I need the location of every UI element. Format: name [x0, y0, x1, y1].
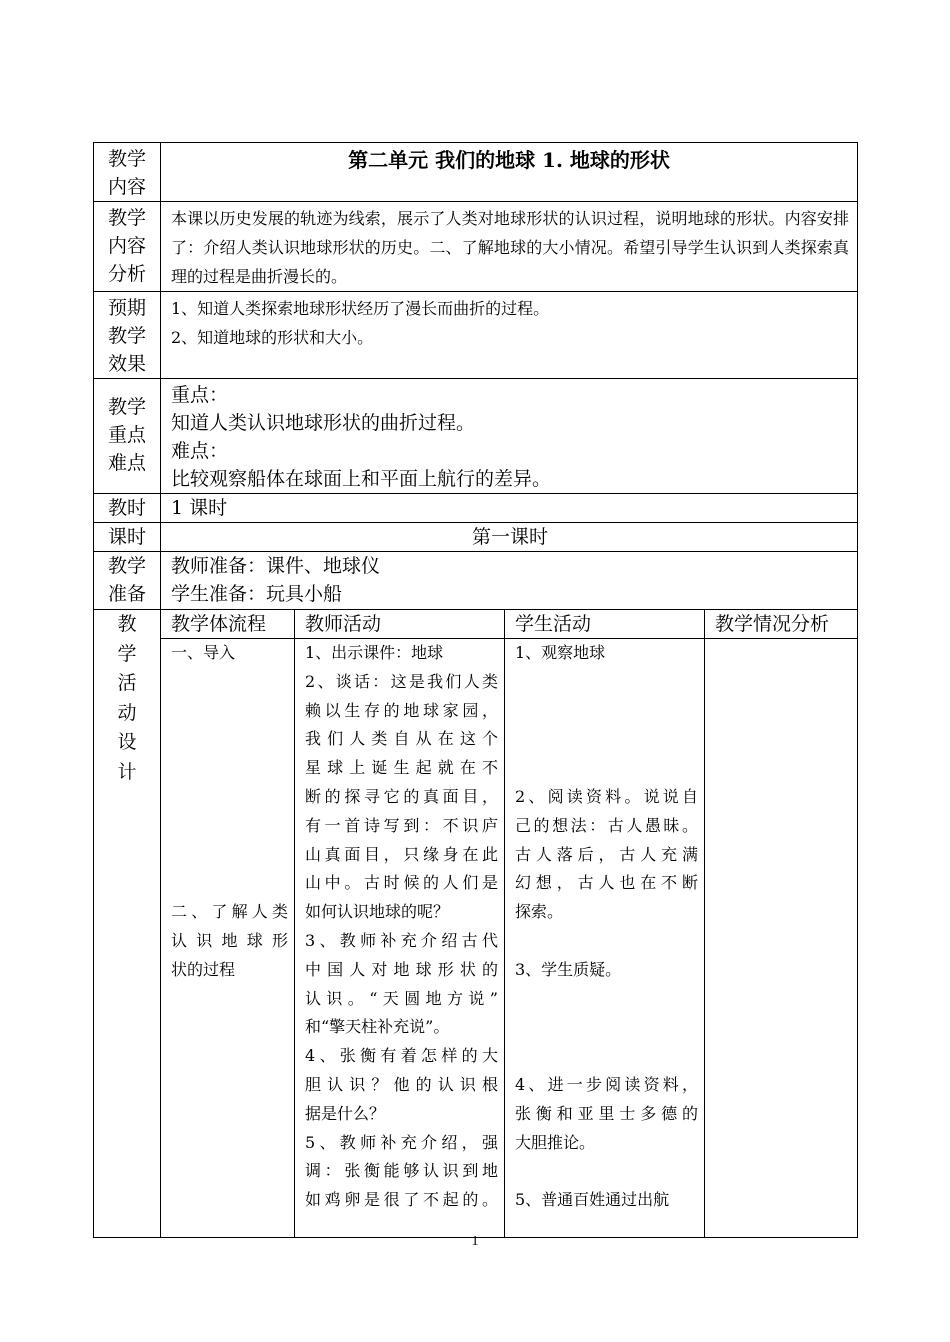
header-flow: 教学体流程 — [161, 610, 295, 639]
teacher-column — [295, 639, 505, 1238]
teacher-line: 赖以生存的地球家园， — [305, 700, 498, 720]
hours-value: 1 课时 — [161, 494, 858, 523]
prep-row — [94, 552, 858, 610]
flow-step-process: 认识地球形 — [171, 930, 288, 950]
key-row — [94, 379, 858, 494]
student-line: 2、阅读资料。说说自 — [515, 786, 698, 806]
teacher-line: 如何认识地球的呢？ — [305, 902, 450, 922]
teacher-line: 如鸡卵是很了不起的。 — [305, 1190, 498, 1210]
difficult-text: 比较观察船体在球面上和平面上航行的差异。 — [171, 468, 552, 490]
student-line: 1、观察地球 — [515, 643, 606, 662]
teacher-line: 据是什么？ — [305, 1103, 386, 1123]
teacher-line: 调：张衡能够认识到地 — [305, 1161, 498, 1181]
teacher-line: 和“擎天柱补充说”。 — [305, 1017, 450, 1037]
student-line: 4、进一步阅读资料， — [515, 1074, 698, 1094]
student-line: 张衡和亚里士多德的 — [515, 1103, 698, 1123]
lesson-plan-table — [93, 142, 858, 1238]
teacher-line: 1、出示课件：地球 — [305, 643, 444, 662]
student-line: 己的想法：古人愚昧。 — [515, 815, 698, 835]
teacher-line: 山中。古时候的人们是 — [305, 873, 498, 893]
design-label: 教 学 活 动 设 计 — [94, 610, 161, 1238]
activity-header-row — [94, 610, 858, 639]
analysis-row — [94, 202, 858, 292]
effect-row — [94, 292, 858, 379]
header-teacher: 教师活动 — [295, 610, 505, 639]
key-points — [161, 379, 858, 494]
lesson-title: 第二单元 我们的地球 1. 地球的形状 — [161, 143, 858, 202]
prep-text — [161, 552, 858, 610]
teacher-line: 认识。“天圆地方说” — [305, 988, 498, 1008]
flow-step-process: 状的过程 — [171, 959, 236, 979]
student-line: 大胆推论。 — [515, 1132, 596, 1152]
teacher-line: 断的探寻它的真面目， — [305, 786, 498, 806]
teacher-line: 2、谈话：这是我们人类 — [305, 671, 498, 691]
header-analysis: 教学情况分析 — [705, 610, 858, 639]
analysis-label: 教学 内容 分析 — [94, 202, 161, 292]
teacher-line: 中国人对地球形状的 — [305, 959, 498, 979]
key-text: 知道人类认识地球形状的曲折过程。 — [171, 412, 476, 434]
student-line: 幻想，古人也在不断 — [515, 873, 698, 893]
effect-label: 预期 教学 效果 — [94, 292, 161, 379]
flow-column — [161, 639, 295, 1238]
teacher-line: 4、张衡有着怎样的大 — [305, 1046, 498, 1066]
flow-step-process: 二、了解人类 — [171, 902, 288, 922]
hours-label: 教时 — [94, 494, 161, 523]
prep-label: 教学 准备 — [94, 552, 161, 610]
student-line: 古人落后，古人充满 — [515, 844, 698, 864]
prep-teacher: 教师准备：课件、地球仪 — [171, 555, 381, 577]
teacher-line: 有一首诗写到：不识庐 — [305, 815, 498, 835]
period-row — [94, 523, 858, 552]
hours-row — [94, 494, 858, 523]
flow-step-intro: 一、导入 — [171, 643, 236, 662]
student-line: 探索。 — [515, 902, 564, 922]
student-line: 3、学生质疑。 — [515, 959, 622, 979]
effect-item: 2、知道地球的形状和大小。 — [171, 328, 374, 347]
teacher-line: 山真面目，只缘身在此 — [305, 844, 498, 864]
student-line: 5、普通百姓通过出航 — [515, 1190, 670, 1210]
teacher-line: 星球上诞生起就在不 — [305, 758, 498, 778]
header-student: 学生活动 — [505, 610, 705, 639]
effect-item: 1、知道人类探索地球形状经历了漫长而曲折的过程。 — [171, 299, 550, 318]
difficult-heading: 难点： — [171, 440, 229, 462]
teacher-line: 3、教师补充介绍古代 — [305, 930, 498, 950]
key-heading: 重点： — [171, 384, 229, 406]
teacher-line: 5、教师补充介绍，强 — [305, 1132, 498, 1152]
activity-body-row — [94, 639, 858, 1238]
page-number: 1 — [471, 1234, 479, 1249]
period-value: 第一课时 — [161, 523, 858, 552]
teacher-line: 胆认识？他的认识根 — [305, 1074, 498, 1094]
student-column — [505, 639, 705, 1238]
analysis-column — [705, 639, 858, 1238]
content-label: 教学 内容 — [94, 143, 161, 202]
analysis-text: 本课以历史发展的轨迹为线索，展示了人类对地球形状的认识过程，说明地球的形状。内容安排了：介绍人类认识地球形状的历史。二、了解地球的大小情况。希望引导学生认识到人类探索真理的过程是曲折漫长的。 — [161, 202, 858, 292]
content-row — [94, 143, 858, 202]
period-label: 课时 — [94, 523, 161, 552]
effect-text — [161, 292, 858, 379]
teacher-line: 我们人类自从在这个 — [305, 729, 498, 749]
key-label: 教学 重点 难点 — [94, 379, 161, 494]
prep-student: 学生准备：玩具小船 — [171, 583, 343, 605]
